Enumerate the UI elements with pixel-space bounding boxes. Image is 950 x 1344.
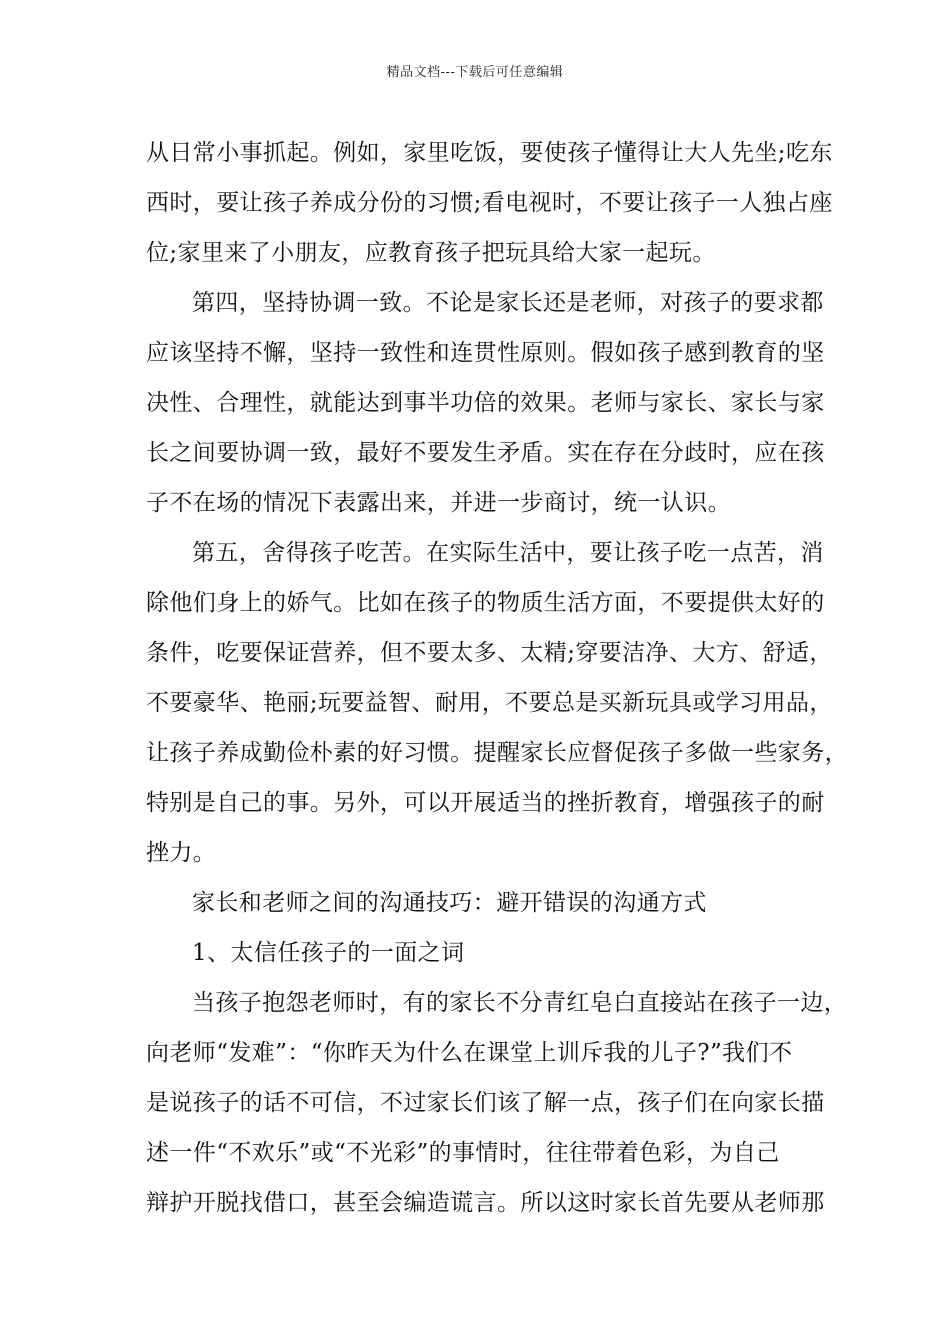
text-line: 西时，要让孩子养成分份的习惯;看电视时，不要让孩子一人独占座 — [146, 190, 833, 216]
text-line: 向老师“发难”：“你昨天为什么在课堂上训斥我的儿子?”我们不 — [146, 1040, 793, 1066]
paragraph — [146, 278, 826, 528]
text-line: 不要豪华、艳丽;玩要益智、耐用，不要总是买新玩具或学习用品， — [146, 690, 833, 716]
text-line: 1、太信任孩子的一面之词 — [192, 940, 465, 966]
text-line: 挫力。 — [146, 840, 217, 866]
text-line: 述一件“不欢乐”或“不光彩”的事情时，往往带着色彩，为自己 — [146, 1140, 780, 1166]
text-line: 长之间要协调一致，最好不要发生矛盾。实在存在分歧时，应在孩 — [146, 440, 825, 466]
text-line: 当孩子抱怨老师时，有的家长不分青红皂白直接站在孩子一边， — [192, 990, 848, 1016]
text-line: 第五，舍得孩子吃苦。在实际生活中，要让孩子吃一点苦，消 — [192, 540, 824, 566]
text-line: 辩护开脱找借口，甚至会编造谎言。所以这时家长首先要从老师那 — [146, 1190, 825, 1216]
text-line: 让孩子养成勤俭朴素的好习惯。提醒家长应督促孩子多做一些家务， — [146, 740, 848, 766]
text-line: 从日常小事抓起。例如，家里吃饭，要使孩子懂得让大人先坐;吃东 — [146, 140, 833, 166]
text-line: 子不在场的情况下表露出来，并进一步商讨，统一认识。 — [146, 490, 731, 516]
text-line: 第四，坚持协调一致。不论是家长还是老师，对孩子的要求都 — [192, 290, 824, 316]
text-line: 条件，吃要保证营养，但不要太多、太精;穿要洁净、大方、舒适， — [146, 640, 833, 666]
paragraph — [146, 528, 848, 878]
paragraph — [146, 978, 848, 1228]
text-line: 决性、合理性，就能达到事半功倍的效果。老师与家长、家长与家 — [146, 390, 825, 416]
text-line: 家长和老师之间的沟通技巧：避开错误的沟通方式 — [192, 890, 707, 916]
section-heading — [146, 878, 826, 928]
text-line: 是说孩子的话不可信，不过家长们该了解一点，孩子们在向家长描 — [146, 1090, 825, 1116]
paragraph — [146, 128, 833, 278]
subsection-heading — [146, 928, 826, 978]
page-header: 精品文档---下载后可任意编辑 — [386, 65, 564, 80]
text-line: 位;家里来了小朋友，应教育孩子把玩具给大家一起玩。 — [146, 240, 716, 266]
document-body — [146, 128, 848, 1228]
text-line: 除他们身上的娇气。比如在孩子的物质生活方面，不要提供太好的 — [146, 590, 825, 616]
text-line: 特别是自己的事。另外，可以开展适当的挫折教育，增强孩子的耐 — [146, 790, 825, 816]
text-line: 应该坚持不懈，坚持一致性和连贯性原则。假如孩子感到教育的坚 — [146, 340, 825, 366]
